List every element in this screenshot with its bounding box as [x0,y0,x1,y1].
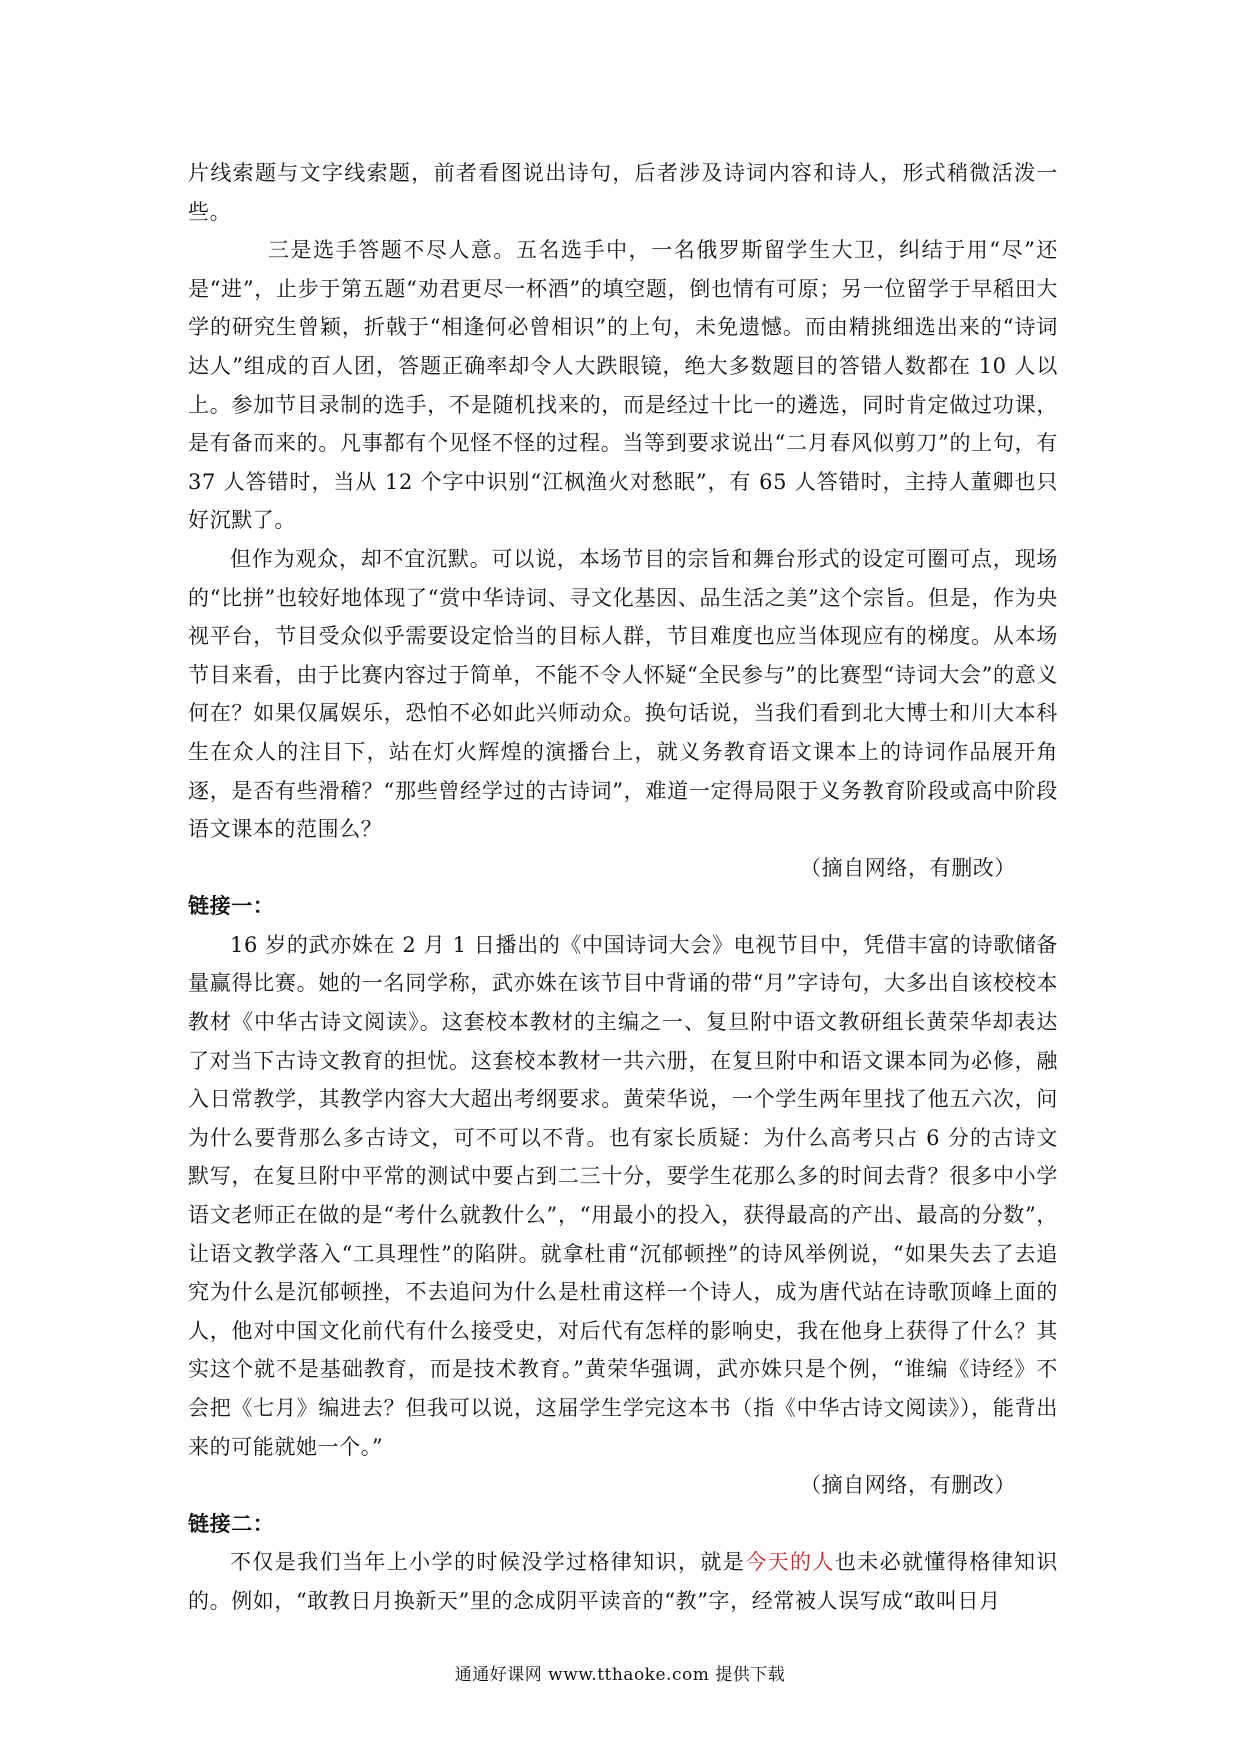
link-one-text: 16 岁的武亦姝在 2 月 1 日播出的《中国诗词大会》电视节目中，凭借丰富的诗歌储备量赢得比赛。她的一名同学称，武亦姝在该节目中背诵的带“月”字诗句，大多出自该校校本教材《中华古诗文阅读》。这套校本教材的主编之一、复旦附中语文教研组长黄荣华却表达了对当下古诗文教育的担忧。这套校本教材一共六册，在复旦附中和语文课本同为必修，融入日常教学，其教学内容大大超出考纲要求。黄荣华说，一个学生两年里找了他五六次，问为什么要背那么多古诗文，可不可以不背。也有家长质疑：为什么高考只占 6 分的古诗文默写，在复旦附中平常的测试中要占到二三十分，要学生花那么多的时间去背？很多中小学语文老师正在做的是“考什么就教什么”，“用最小的投入，获得最高的产出、最高的分数”，让语文教学落入“工具理性”的陷阱。就拿杜甫“沉郁顿挫”的诗风举例说，“如果失去了去追究为什么是沉郁顿挫，不去追问为什么是杜甫这样一个诗人，成为唐代站在诗歌顶峰上面的人，他对中国文化前代有什么接受史，对后代有怎样的影响史，我在他身上获得了什么？其实这个就不是基础教育，而是技术教育。”黄荣华强调，武亦姝只是个例，“谁编《诗经》不会把《七月》编进去？但我可以说，这届学生学完这本书（指《中华古诗文阅读》），能背出来的可能就她一个。” [188,932,1058,1459]
link-two-highlight: 今天的人 [745,1550,835,1575]
document-body [188,154,1058,1621]
source-note: （摘自网络，有删改） [800,855,1016,880]
link-two-text [188,1543,1058,1620]
link-two-heading: 链接二： [188,1510,275,1536]
paragraph-continued: 片线索题与文字线索题，前者看图说出诗句，后者涉及诗词内容和诗人，形式稍微活泼一些。 [188,161,1058,224]
link-one-source: （摘自网络，有删改） [800,1473,1016,1498]
paragraph-third-point: 三是选手答题不尽人意。五名选手中，一名俄罗斯留学生大卫，纠结于用“尽”还是“进”，止步于第五题“劝君更尽一杯酒”的填空题，倒也情有可原；另一位留学于早稻田大学的研究生曾颖，折戟于“相逢何必曾相识”的上句，未免遗憾。而由精挑细选出来的“诗词达人”组成的百人团，答题正确率却令人大跌眼镜，绝大多数题目的答错人数都在 10 人以上。参加节目录制的选手，不是随机找来的，而是经过十比一的遴选，同时肯定做过功课，是有备而来的。凡事都有个见怪不怪的过程。当等到要求说出“二月春风似剪刀”的上句，有 37 人答错时，当从 12 个字中识别“江枫渔火对愁眠”，有 65 人答错时，主持人董卿也只好沉默了。 [188,238,1058,533]
paragraph-audience: 但作为观众，却不宜沉默。可以说，本场节目的宗旨和舞台形式的设定可圈可点，现场的“比拼”也较好地体现了“赏中华诗词、寻文化基因、品生活之美”这个宗旨。但是，作为央视平台，节目受众似乎需要设定恰当的目标人群，节目难度也应当体现应有的梯度。从本场节目来看，由于比赛内容过于简单，不能不令人怀疑“全民参与”的比赛型“诗词大会”的意义何在？如果仅属娱乐，恐怕不必如此兴师动众。换句话说，当我们看到北大博士和川大本科生在众人的注目下，站在灯火辉煌的演播台上，就义务教育语文课本上的诗词作品展开角逐，是否有些滑稽？“那些曾经学过的古诗词”，难道一定得局限于义务教育阶段或高中阶段语文课本的范围么？ [188,546,1058,842]
page-footer: 通通好课网 www.tthaoke.com 提供下载 [454,1665,786,1685]
link-one-heading: 链接一： [188,893,275,919]
link-two-text-after: 也未必就懂得格律知识的。例如，“敢教日月换新天”里的念成阴平读音的“教”字，经常被人误写成“敢叫日月 [188,1550,1058,1613]
link-two-text-before: 不仅是我们当年上小学的时候没学过格律知识，就是 [230,1550,746,1575]
